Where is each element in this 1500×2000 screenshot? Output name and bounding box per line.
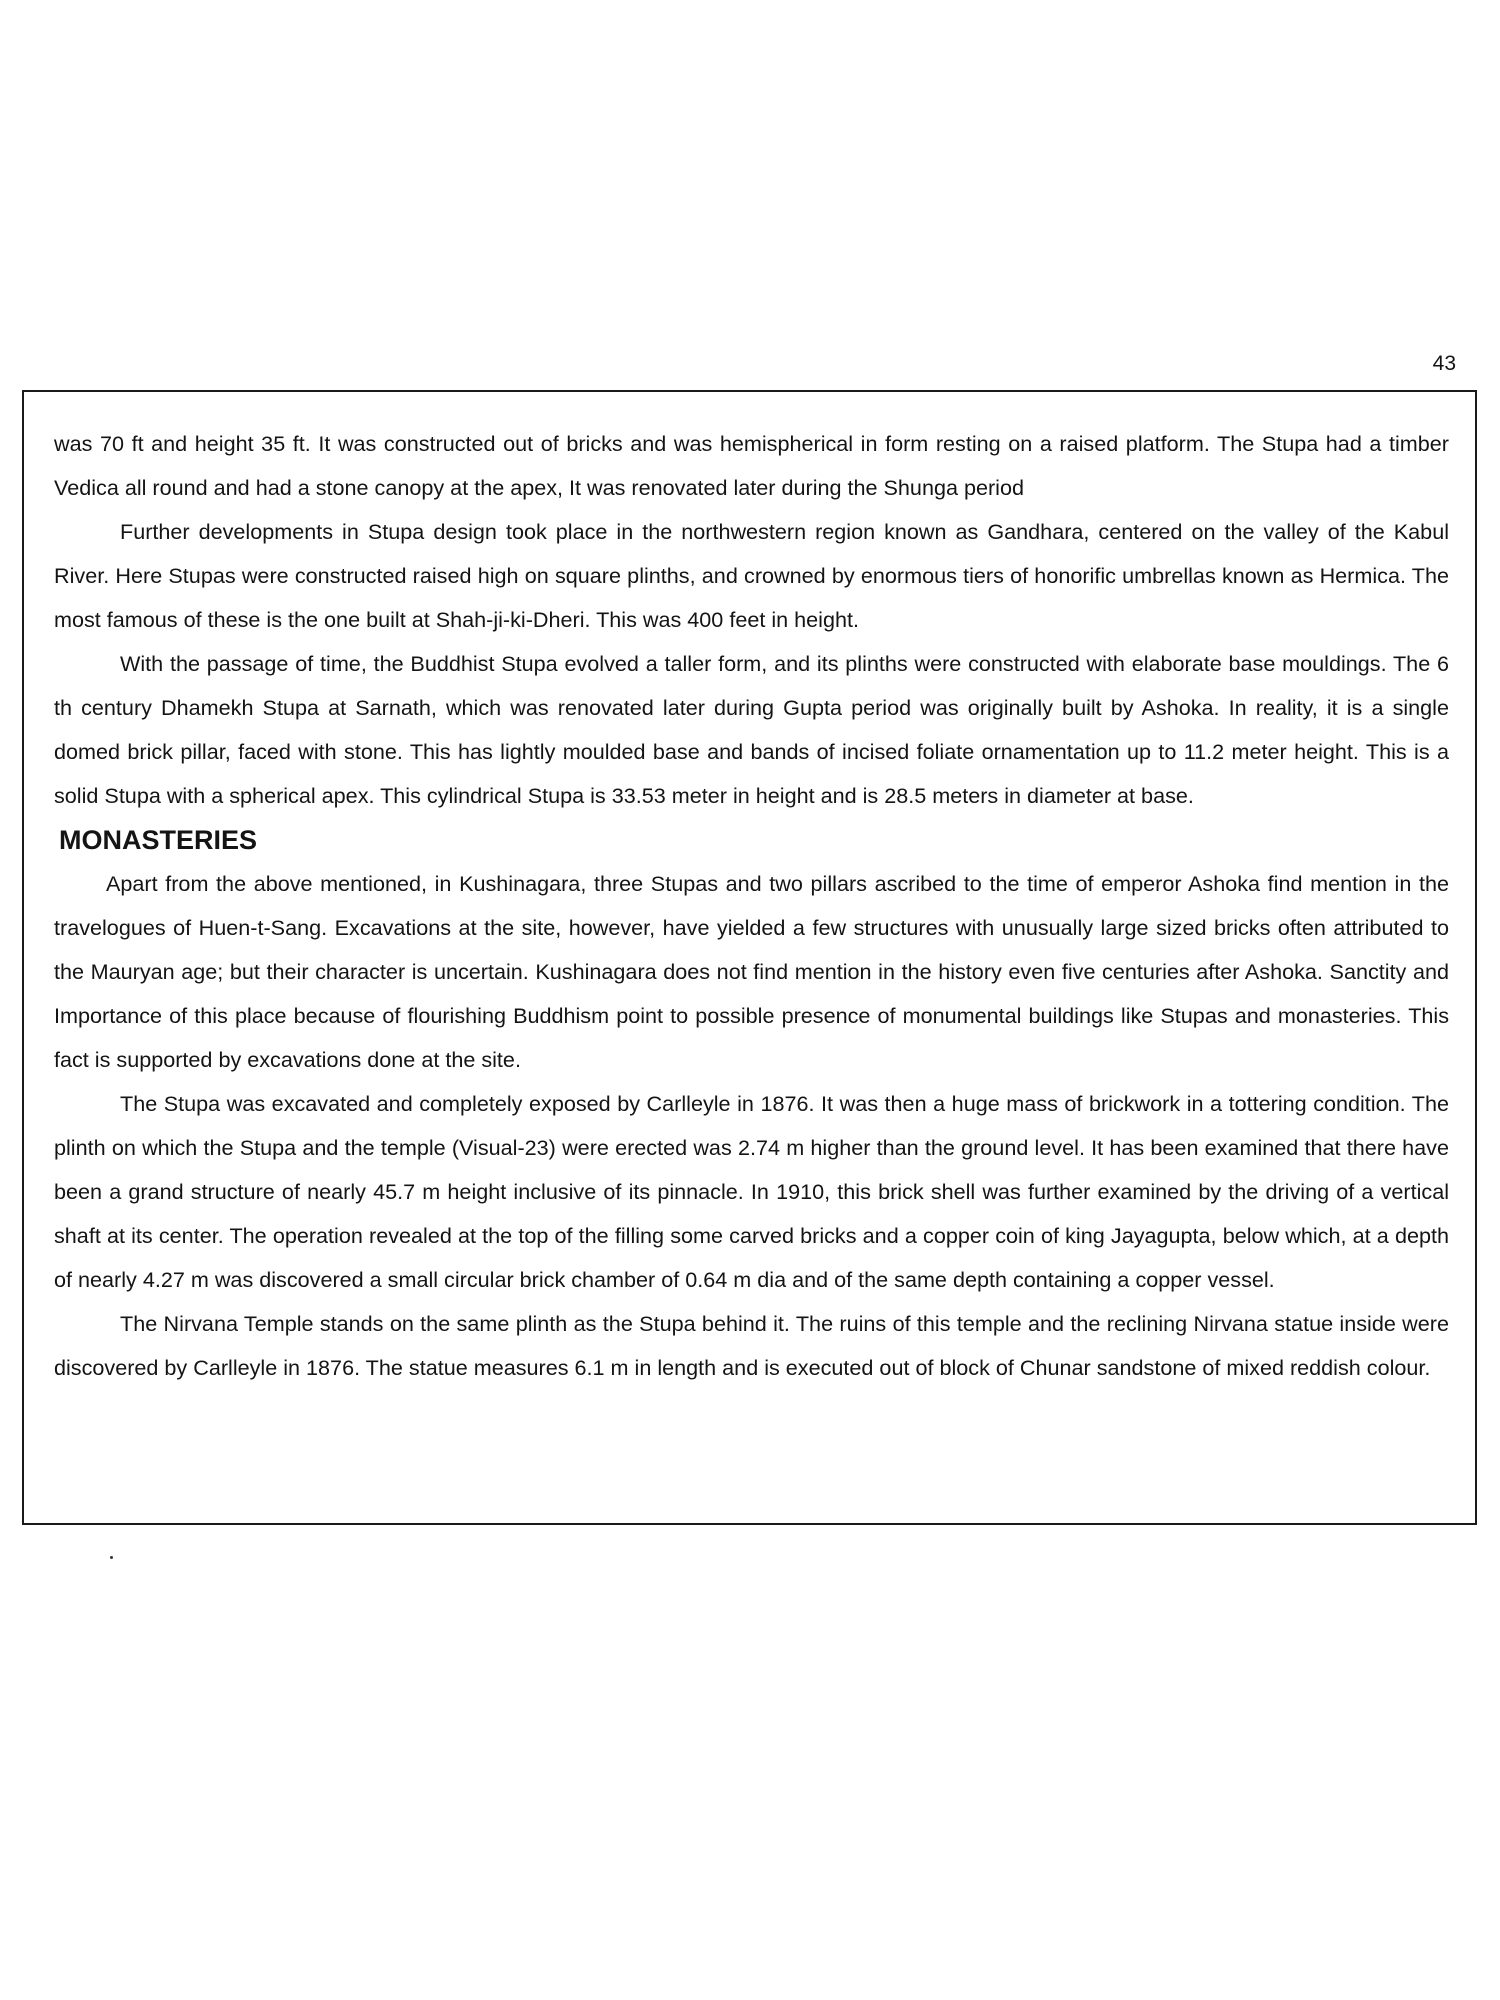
paragraph-gandhara: Further developments in Stupa design took place in the northwestern region known as Gandhara, centered on the valley of the Kabul River. Here Stupas were constructed raised high on square plinths, and crowned by enormous tiers of honorific umbrellas known as Hermica. The most famous of these is the one built at Shah-ji-ki-Dheri. This was 400 feet in height. [54,519,1449,632]
paragraph-stupa-excavation: The Stupa was excavated and completely exposed by Carlleyle in 1876. It was then a huge mass of brickwork in a tottering condition. The plinth on which the Stupa and the temple (Visual-23) were erected was 2.74 m higher than the ground level. It has been examined that there have been a grand structure of nearly 45.7 m height inclusive of its pinnacle. In 1910, this brick shell was further examined by the driving of a vertical shaft at its center. The operation revealed at the top of the filling some carved bricks and a copper coin of king Jayagupta, below which, at a depth of nearly 4.27 m was discovered a small circular brick chamber of 0.64 m dia and of the same depth containing a copper vessel. [54,1091,1449,1292]
scan-speck [110,1556,113,1559]
content-box [22,390,1477,1525]
paragraph-nirvana-temple: The Nirvana Temple stands on the same plinth as the Stupa behind it. The ruins of this temple and the reclining Nirvana statue inside were discovered by Carlleyle in 1876. The statue measures 6.1 m in length and is executed out of block of Chunar sandstone of mixed reddish colour. [54,1311,1449,1380]
paragraph-dhamekh-stupa: With the passage of time, the Buddhist Stupa evolved a taller form, and its plinths were constructed with elaborate base mouldings. The 6 th century Dhamekh Stupa at Sarnath, which was renovated later during Gupta period was originally built by Ashoka. In reality, it is a single domed brick pillar, faced with stone. This has lightly moulded base and bands of incised foliate ornamentation up to 11.2 meter height. This is a solid Stupa with a spherical apex. This cylindrical Stupa is 33.53 meter in height and is 28.5 meters in diameter at base. [54,651,1449,808]
paragraph-stupa-dimensions: was 70 ft and height 35 ft. It was constructed out of bricks and was hemispherical in form resting on a raised platform. The Stupa had a timber Vedica all round and had a stone canopy at the apex, It was renovated later during the Shunga period [54,431,1449,500]
paragraph-kushinagara: Apart from the above mentioned, in Kushinagara, three Stupas and two pillars ascribed to the time of emperor Ashoka find mention in the travelogues of Huen-t-Sang. Excavations at the site, however, have yielded a few structures with unusually large sized bricks often attributed to the Mauryan age; but their character is uncertain. Kushinagara does not find mention in the history even five centuries after Ashoka. Sanctity and Importance of this place because of flourishing Buddhism point to possible presence of monumental buildings like Stupas and monasteries. This fact is supported by excavations done at the site. [54,871,1449,1072]
page-number: 43 [1432,352,1456,375]
section-heading-monasteries: MONASTERIES [59,825,258,855]
